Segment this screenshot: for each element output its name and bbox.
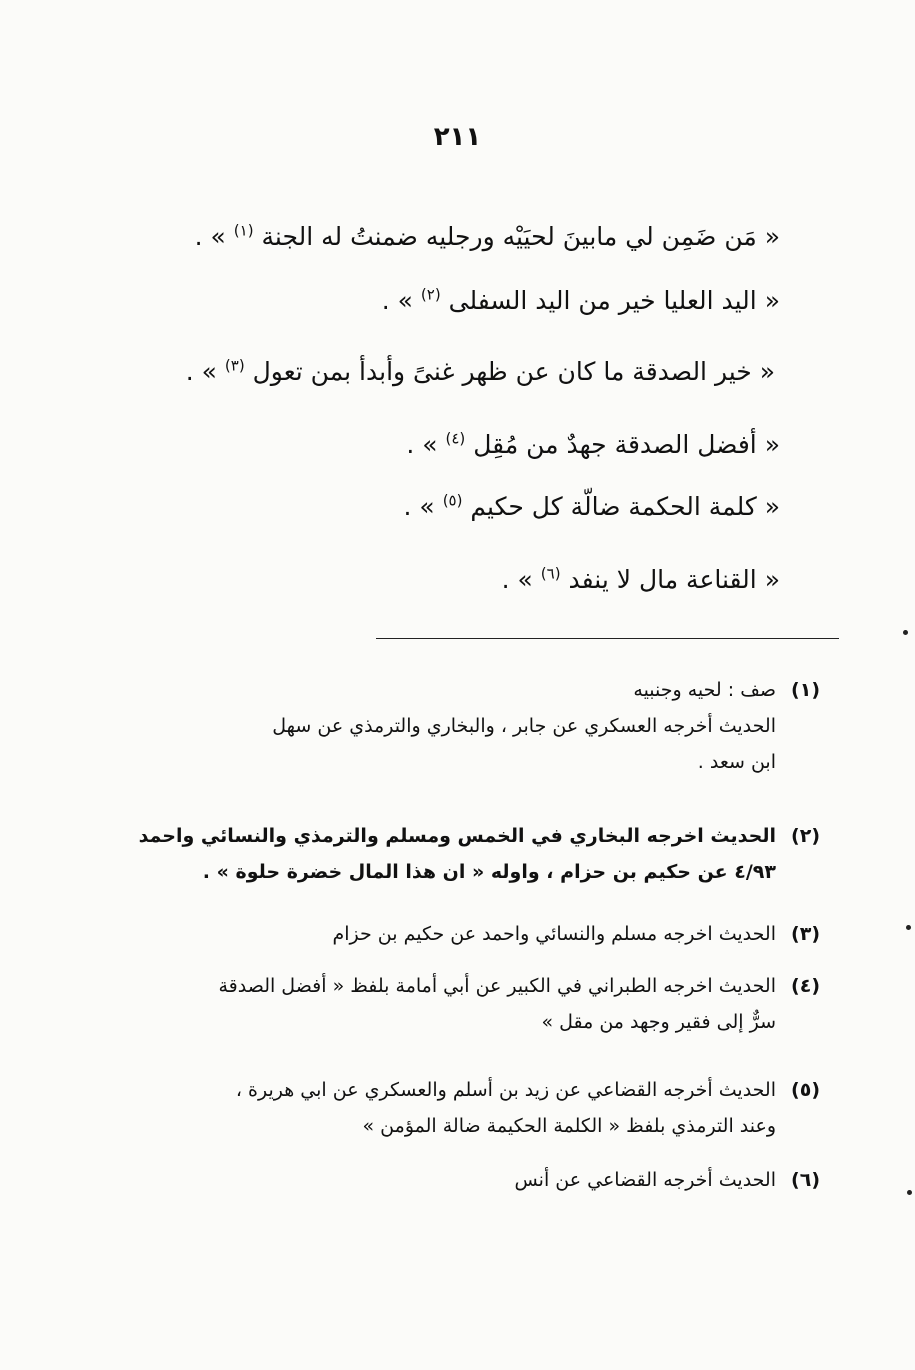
footnote-1 [130,672,820,780]
saying-close: » . [501,565,533,594]
saying-1 [195,222,780,251]
footnote-number: (٥) [791,1079,820,1101]
footnote-line: الحديث أخرجه العسكري عن جابر ، والبخاري والترمذي عن سهل [272,715,776,737]
saying-text: « خير الصدقة ما كان عن ظهر غنىً وأبدأ بمن تعول [252,357,775,386]
footnote-divider [376,638,839,639]
footnote-reference: (٣) [224,356,245,375]
saying-text: « اليد العليا خير من اليد السفلى [448,286,780,315]
saying-2 [382,286,780,315]
saying-text: « أفضل الصدقة جهدٌ من مُقِل [473,430,780,459]
footnote-line [130,1162,820,1198]
footnote-5 [130,1072,820,1144]
footnote-line [130,1072,820,1108]
footnote-reference: (٤) [445,429,466,448]
footnote-text: الحديث اخرجه مسلم والنسائي واحمد عن حكيم بن حزام [332,923,776,945]
footnote-text: الحديث اخرجه الطبراني في الكبير عن أبي أمامة بلفظ « أفضل الصدقة [218,975,776,997]
scan-speck [906,925,911,930]
page-number: ٢١١ [433,122,482,152]
scan-speck [907,1190,912,1195]
footnote-line [130,916,820,952]
footnote-3 [130,916,820,952]
footnote-line: وعند الترمذي بلفظ « الكلمة الحكيمة ضالة المؤمن » [362,1115,776,1137]
saying-text: « مَن ضَمِن لي مابينَ لحيَيْه ورجليه ضمنتُ له الجنة [261,222,780,251]
footnote-line [130,672,820,708]
saying-3 [186,357,775,386]
saying-close: » . [381,286,413,315]
saying-close: » . [194,222,226,251]
footnote-text: الحديث اخرجه البخاري في الخمس ومسلم والترمذي والنسائي واحمد [138,825,776,847]
footnote-number: (٢) [791,825,820,847]
footnote-line: ٤/٩٣ عن حكيم بن حزام ، واوله « ان هذا المال خضرة حلوة » . [202,861,776,883]
saying-6 [502,565,780,594]
footnote-line: ابن سعد . [697,751,776,773]
footnote-number: (٤) [791,975,820,997]
footnote-number: (٦) [791,1169,820,1191]
saying-text: « القناعة مال لا ينفد [568,565,780,594]
footnote-line: سرٌّ إلى فقير وجهد من مقل » [541,1011,776,1033]
scan-speck [903,630,908,635]
footnote-4 [130,968,820,1040]
footnote-6 [130,1162,820,1198]
saying-4 [406,430,780,459]
footnote-2 [130,818,820,890]
footnote-reference: (٥) [442,491,463,510]
footnote-reference: (١) [233,221,254,240]
saying-close: » . [406,430,438,459]
footnote-text: الحديث أخرجه القضاعي عن زيد بن أسلم والعسكري عن ابي هريرة ، [235,1079,776,1101]
footnote-line [130,968,820,1004]
saying-close: » . [185,357,217,386]
footnote-text: الحديث أخرجه القضاعي عن أنس [514,1169,776,1191]
footnote-reference: (٦) [540,564,561,583]
footnote-reference: (٢) [420,285,441,304]
footnote-text: صف : لحيه وجنبيه [633,679,776,701]
footnote-number: (٣) [791,923,820,945]
saying-text: « كلمة الحكمة ضالّة كل حكيم [470,492,780,521]
footnote-number: (١) [791,679,820,701]
saying-close: » . [403,492,435,521]
footnote-line [130,818,820,854]
saying-5 [404,492,780,521]
